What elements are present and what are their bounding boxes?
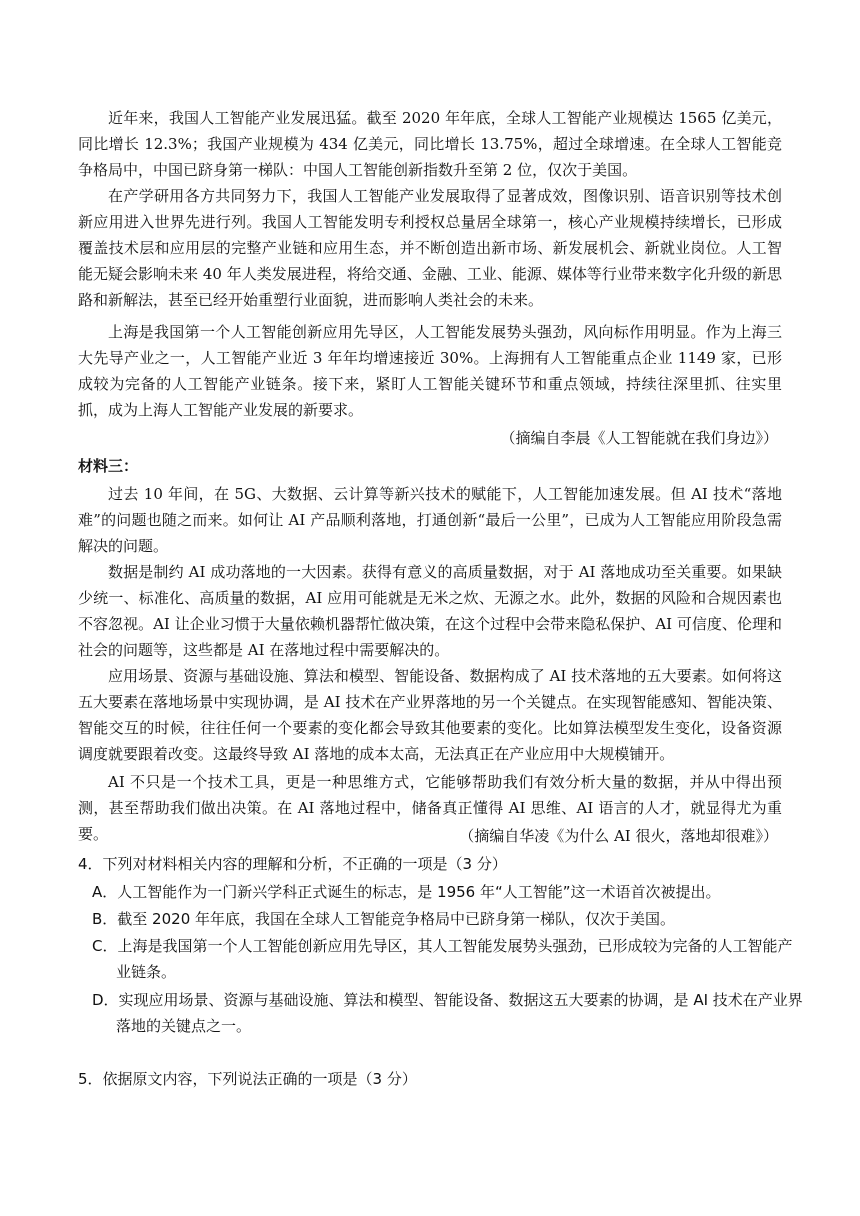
- question-4-option-a: A．人工智能作为一门新兴学科正式诞生的标志，是 1956 年“人工智能”这一术语首次被提出。: [92, 883, 721, 901]
- material3-paragraph-1: 过去 10 年间，在 5G、大数据、云计算等新兴技术的赋能下，人工智能加速发展。但 AI 技术“落地难”的问题也随之而来。如何让 AI 产品顺利落地，打通创新“最后一公里”，已成为人工智能应用阶段急需解决的问题。: [78, 485, 782, 555]
- question-4-option-b: B．截至 2020 年年底，我国在全球人工智能竞争格局中已跻身第一梯队，仅次于美国。: [92, 910, 676, 928]
- material2-source: （摘编自李晨《人工智能就在我们身边》）: [500, 429, 778, 447]
- material3-paragraph-4: AI 不只是一个技术工具，更是一种思维方式，它能够帮助我们有效分析大量的数据，并从中得出预测，甚至帮助我们做出决策。在 AI 落地过程中，储备真正懂得 AI 思维、AI 语言的人才，就显得尤为重要。: [78, 773, 782, 843]
- question-4-option-d: D．实现应用场景、资源与基础设施、算法和模型、智能设备、数据这五大要素的协调，是 AI 技术在产业界落地的关键点之一。: [92, 991, 803, 1035]
- material3-source: （摘编自华凌《为什么 AI 很火，落地却很难》）: [459, 827, 778, 845]
- material3-paragraph-3: 应用场景、资源与基础设施、算法和模型、智能设备、数据构成了 AI 技术落地的五大要素。如何将这五大要素在落地场景中实现协调，是 AI 技术在产业界落地的另一个关键点。在实现智能感知、智能决策、智能交互的时候，往往任何一个要素的变化都会导致其他要素的变化。比如算法模型发生变化，设备资源调度就要跟着改变。这最终导致 AI 落地的成本太高，无法真正在产业应用中大规模铺开。: [78, 667, 782, 763]
- material2-paragraph-2: 在产学研用各方共同努力下，我国人工智能产业发展取得了显著成效，图像识别、语音识别等技术创新应用进入世界先进行列。我国人工智能发明专利授权总量居全球第一，核心产业规模持续增长，已形成覆盖技术层和应用层的完整产业链和应用生态，并不断创造出新市场、新发展机会、新就业岗位。人工智能无疑会影响未来 40 年人类发展进程，将给交通、金融、工业、能源、媒体等行业带来数字化升级的新思路和新解法，甚至已经开始重塑行业面貌，进而影响人类社会的未来。: [78, 187, 782, 309]
- question-5-stem: 5．依据原文内容，下列说法正确的一项是（3 分）: [78, 1070, 417, 1088]
- material3-heading: 材料三：: [78, 457, 139, 475]
- material2-paragraph-3: 上海是我国第一个人工智能创新应用先导区，人工智能发展势头强劲，风向标作用明显。作为上海三大先导产业之一，人工智能产业近 3 年年均增速接近 30%。上海拥有人工智能重点企业 1149 家，已形成较为完备的人工智能产业链条。接下来，紧盯人工智能关键环节和重点领域，持续往深里抓、往实里抓，成为上海人工智能产业发展的新要求。: [78, 323, 782, 419]
- material3-paragraph-2: 数据是制约 AI 成功落地的一大因素。获得有意义的高质量数据，对于 AI 落地成功至关重要。如果缺少统一、标准化、高质量的数据，AI 应用可能就是无米之炊、无源之水。此外，数据的风险和合规因素也不容忽视。AI 让企业习惯于大量依赖机器帮忙做决策，在这个过程中会带来隐私保护、AI 可信度、伦理和社会的问题等，这些都是 AI 在落地过程中需要解决的。: [78, 563, 782, 659]
- question-4-option-c: C．上海是我国第一个人工智能创新应用先导区，其人工智能发展势头强劲，已形成较为完备的人工智能产业链条。: [92, 937, 793, 981]
- question-4-stem: 4．下列对材料相关内容的理解和分析，不正确的一项是（3 分）: [78, 855, 507, 873]
- material2-paragraph-1: 近年来，我国人工智能产业发展迅猛。截至 2020 年年底，全球人工智能产业规模达 1565 亿美元，同比增长 12.3%；我国产业规模为 434 亿美元，同比增长 13.75%，超过全球增速。在全球人工智能竞争格局中，中国已跻身第一梯队：中国人工智能创新指数升至第 2 位，仅次于美国。: [78, 109, 782, 179]
